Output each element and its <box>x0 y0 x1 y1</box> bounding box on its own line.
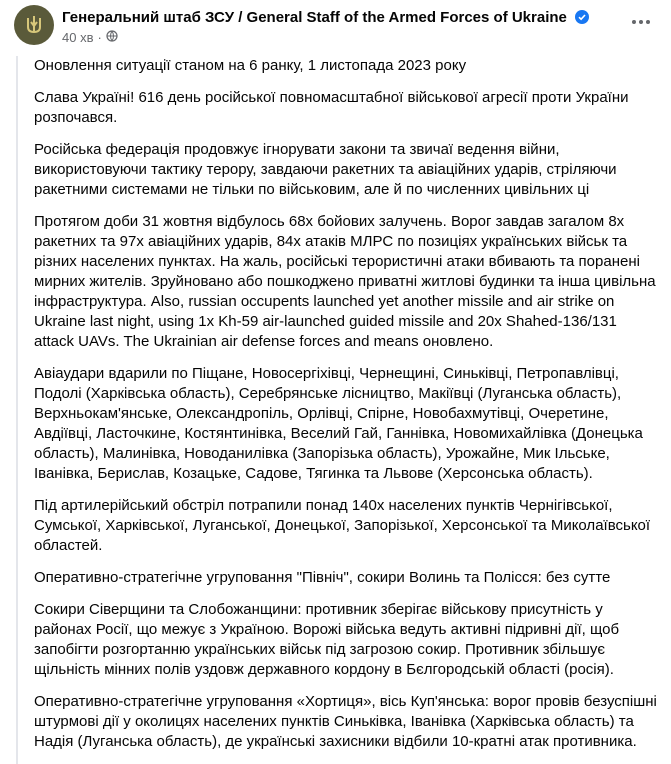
post-paragraph: Під артилерійський обстріл потрапили понад 140х населених пунктів Чернігівської, Сумської, Харківської, Луганської, Донецької, Запорізької, Херсонської та Миколаївської областей. <box>34 497 651 554</box>
trident-emblem-icon <box>22 13 46 37</box>
post-body <box>16 56 671 764</box>
author-name-text[interactable]: Генеральний штаб ЗСУ / General Staff of the Armed Forces of Ukraine <box>62 9 567 26</box>
post-paragraph: Оперативно-стратегічне угруповання "Північ", сокири Волинь та Полісся: без сутте <box>34 569 611 586</box>
globe-icon <box>106 30 118 45</box>
post-paragraph: Авіаудари вдарили по Піщане, Новосергіхівці, Чернещині, Синьківці, Петропавлівці, Подолі (Харківська область), Серебрянське лісництво, Макіївці (Луганська область), Верхньокам'янське, Олександропіль, Орлівці, Спірне, Новобахмутівці, Очеретине, Авдіївці, Ласточкине, Костянтинівка, Веселий Гай, Ганнівка, Новомихайлівка (Донецька область), Малинівка, Новоданилівка (Запорізька область), Урожайне, Мик Ільське, Іванівка, Берислав, Козацьке, Садове, Тягинка та Львове (Херсонська область). <box>34 365 643 482</box>
post-header <box>0 0 671 56</box>
separator-dot: · <box>97 30 102 45</box>
post-paragraph: Слава Україні! 616 день російської повномасштабної військової агресії проти України розпочався. <box>34 89 629 126</box>
author-name[interactable] <box>62 9 589 28</box>
post-paragraph: Російська федерація продовжує ігнорувати закони та звичаї ведення війни, використовуючи тактику терору, завдаючи ракетних та авіаційних ударів, стріляючи ракетними системами не тільки по військовим, але й по численних цивільних ці <box>34 141 617 198</box>
more-options-icon[interactable] <box>625 10 657 34</box>
verified-badge-icon <box>575 10 589 28</box>
post-paragraph: Протягом доби 31 жовтня відбулось 68х бойових залучень. Ворог завдав загалом 8х ракетних та 97х авіаційних ударів, 84х атаків МЛРС по позиціях українських військ та різних населених пунктах. На жаль, російські терористичні атаки вбивають та поранені мирних жителів. Зруйновано або пошкоджено приватні житлові будинки та інша цивільна інфраструктура. Also, russian occupents launched yet another missile and air strike on Ukraine last night, using 1x Kh-59 air-launched guided missile and 20x Shahed-136/131 attack UAVs. The Ukrainian air defense forces and means оновлено. <box>34 213 656 350</box>
post-timestamp[interactable]: 40 хв <box>62 30 94 45</box>
post-meta <box>62 30 118 45</box>
post-paragraph: Оновлення ситуації станом на 6 ранку, 1 листопада 2023 року <box>34 57 467 74</box>
avatar[interactable] <box>14 5 54 45</box>
post-paragraph: Оперативно-стратегічне угруповання «Хортиця», вісь Куп'янська: ворог провів безуспішні штурмові дії у околицях населених пунктів Синьківка, Іванівка (Харківська область) та Надія (Луганська область), де українські захисники відбили 10-кратні атак противника. <box>34 693 657 750</box>
post-paragraph: Сокири Сіверщини та Слобожанщини: противник зберігає військову присутність у районах Росії, що межує з Україною. Ворожі війська ведуть активні підривні дії, щоб запобігти розгортанню українських військ під загрозою сокир. Противник збільшує щільність мінних полів уздовж державного кордону в Бєлгородській області (росія). <box>34 601 620 678</box>
